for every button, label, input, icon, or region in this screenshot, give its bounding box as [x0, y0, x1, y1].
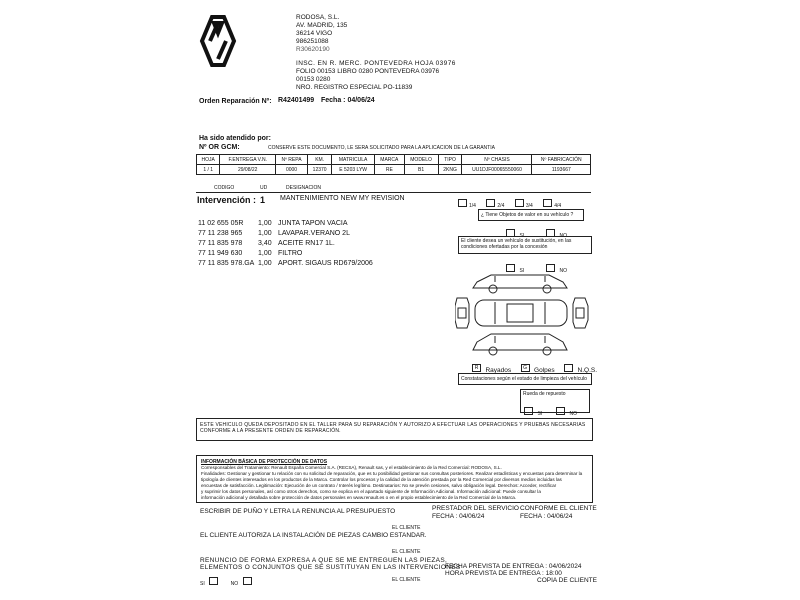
- spare-wheel-si-checkbox[interactable]: [524, 407, 533, 415]
- col-ud: UD: [260, 185, 268, 191]
- fuel-gauge: 1/4 2/4 3/4 4/4: [458, 194, 561, 212]
- client-copy-label: COPIA DE CLIENTE: [537, 577, 597, 584]
- company-phone2: R30620190: [296, 46, 330, 53]
- gcm-label: Nº OR GCM:: [199, 144, 240, 151]
- intervention-desc: MANTENIMIENTO NEW MY REVISION: [280, 195, 405, 202]
- vehicle-table: [196, 154, 591, 175]
- intervention-number: 1: [260, 195, 266, 205]
- renault-logo: [198, 15, 238, 67]
- company-registry-3: 00153 0280: [296, 76, 331, 83]
- company-registry-4: NRO. REGISTRO ESPECIAL PO-11839: [296, 84, 413, 91]
- el-cliente-2: EL CLIENTE: [392, 549, 421, 555]
- company-name: RODOSA, S.L.: [296, 14, 340, 21]
- substitute-question: El cliente desea un vehículo de sustitución, en las condiciones ofertadas por la concesión: [461, 238, 572, 250]
- dent-marker: G: [521, 364, 530, 372]
- privacy-line: tipología de clientes interesados en los productos de la Marca. Controlar los procesos y la calidad de la atención prestada por la Red Comercial por diversos medios incluidas las: [201, 477, 562, 482]
- privacy-line: información adicional y detallada sobre protección de datos personales en www.renault.es o en el propio establecimiento de la Red Comercial de la Marca.: [201, 495, 517, 500]
- client-conform-label: CONFORME EL CLIENTE: [520, 505, 597, 512]
- vehicle-table-header: [197, 155, 591, 165]
- company-registry-1: INSC. EN R. MERC. PONTEVEDRA HOJA 03976: [296, 60, 456, 67]
- cell: 0000: [275, 165, 307, 175]
- header-cell: Nº FABRICACIÓN: [532, 155, 591, 165]
- order-number: R42401499: [278, 97, 315, 104]
- el-cliente-3: EL CLIENTE: [392, 577, 421, 583]
- header-cell: MODELO: [404, 155, 438, 165]
- renounce-si-checkbox[interactable]: [209, 577, 218, 585]
- valuables-no: NO: [546, 224, 567, 242]
- spare-wheel-no-checkbox[interactable]: [556, 407, 565, 415]
- cell: 29/08/22: [220, 165, 276, 175]
- header-cell: MARCA: [375, 155, 404, 165]
- substitute-no: NO: [546, 259, 567, 277]
- delivery-date: FECHA PREVISTA DE ENTREGA : 04/06/2024: [445, 563, 582, 570]
- fuel-checkbox[interactable]: [515, 199, 524, 207]
- privacy-line: Finalidades: Gestionar y gestionar tu relación con su solicitud de reparación, que es tu posibilidad gestionar sus consultas posteriores. Realizar estadísticas y encuestas para determinar la: [201, 471, 583, 476]
- company-city: 36214 VIGO: [296, 30, 333, 37]
- el-cliente-1: EL CLIENTE: [392, 525, 421, 531]
- header-cell: MATRICULA: [332, 155, 375, 165]
- order-date: Fecha : 04/06/24: [321, 97, 375, 104]
- company-registry-2: FOLIO 00153 LIBRO 0280 PONTEVEDRA 03976: [296, 68, 440, 75]
- order-label: Orden Reparación Nº:: [199, 98, 272, 105]
- cell: 12370: [308, 165, 332, 175]
- cell: 2KNG: [438, 165, 462, 175]
- cell: 1193667: [532, 165, 591, 175]
- spare-wheel-no: NO: [556, 402, 577, 420]
- damage-legend: R Rayados G Golpes N.Q.S.: [472, 359, 597, 377]
- valuables-si: SI: [506, 224, 524, 242]
- col-code: CODIGO: [214, 185, 235, 191]
- spare-wheel-label: Rueda de repuesto: [523, 391, 566, 397]
- conserve-note: CONSERVE ESTE DOCUMENTO, LE SERA SOLICITADO PARA LA APLICACION DE LA GARANTIA: [268, 145, 495, 151]
- header-cell: HOJA: [197, 155, 220, 165]
- client-date: FECHA : 04/06/24: [520, 513, 573, 520]
- delivery-time: HORA PREVISTA DE ENTREGA : 18:00: [445, 570, 562, 577]
- vehicle-table-row: [197, 165, 591, 175]
- header-cell: Nº CHASIS: [462, 155, 532, 165]
- fuel-checkbox[interactable]: [486, 199, 495, 207]
- company-phone: 986251088: [296, 38, 329, 45]
- renounce-si-no: SI NO: [200, 572, 252, 590]
- cell: UU1DJF00065550060: [462, 165, 532, 175]
- renounce-parts-line1: RENUNCIO DE FORMA EXPRESA A QUE SE ME ENTREGUEN LAS PIEZAS,: [200, 557, 448, 564]
- cell: 1 / 1: [197, 165, 220, 175]
- cell: B1: [404, 165, 438, 175]
- cleaning-label: Constataciones según el estado de limpieza del vehículo: [461, 376, 587, 382]
- header-cell: Nº REPA: [275, 155, 307, 165]
- privacy-line: Corresponsables del Tratamiento: Renault España Comercial S.A. (RECSA), Renault sas, y el establecimiento de la Red Comercial: RODOSA, S.L.: [201, 465, 502, 470]
- car-damage-diagram: [455, 270, 590, 360]
- privacy-line: encuestas de satisfacción. Legitimación: Ejecución de un contrato / Interés legítimo. Destinatarios: No se prevén cesiones, salvo obligación legal. Derechos: Acceder, rectificar: [201, 483, 557, 488]
- privacy-title: INFORMACIÓN BÁSICA DE PROTECCIÓN DE DATOS: [201, 459, 328, 465]
- company-address: AV. MADRID, 135: [296, 22, 348, 29]
- valuables-question: ¿ Tiene Objetos de valor en su vehículo ?: [481, 212, 574, 218]
- fuel-checkbox[interactable]: [543, 199, 552, 207]
- cell: RE: [375, 165, 404, 175]
- provider-label: PRESTADOR DEL SERVICIO: [432, 505, 519, 512]
- intervention-label: Intervención :: [197, 195, 257, 205]
- nqs-marker: [564, 364, 573, 372]
- header-cell: KM.: [308, 155, 332, 165]
- col-designation: DESIGNACION: [286, 185, 322, 191]
- privacy-line: y suprimir los datos personales, así como otros derechos, como se explica en el apartado siguiente de Información Adicional. Información adicional: Puede consultar la: [201, 489, 541, 494]
- cell: E 5203 LYW: [332, 165, 375, 175]
- renounce-no-checkbox[interactable]: [243, 577, 252, 585]
- renounce-parts-line2: ELEMENTOS O CONJUNTOS QUE SE SUSTITUYAN EN LAS INTERVENCIONES: [200, 564, 461, 571]
- scratch-marker: R: [472, 364, 481, 372]
- substitute-si: SI: [506, 259, 524, 277]
- renounce-budget-label: ESCRIBIR DE PUÑO Y LETRA LA RENUNCIA AL PRESUPUESTO: [200, 508, 396, 515]
- authorize-standard-parts: EL CLIENTE AUTORIZA LA INSTALACIÓN DE PIEZAS CAMBIO ESTANDAR.: [200, 532, 427, 539]
- header-cell: TIPO: [438, 155, 462, 165]
- fuel-checkbox[interactable]: [458, 199, 467, 207]
- provider-date: FECHA : 04/06/24: [432, 513, 485, 520]
- deposit-text: ESTE VEHICULO QUEDA DEPOSITADO EN EL TALLER PARA SU REPARACIÓN Y AUTORIZO A EFECTUAR LAS OPERACIONES Y PRUEBAS NECESARIAS CONFORME A LA PRESENTE ORDEN DE REPARACIÓN.: [200, 422, 586, 434]
- attended-label: Ha sido atendido por:: [199, 135, 271, 142]
- spare-wheel-si: SI: [524, 402, 542, 420]
- header-cell: F.ENTREGA V.N.: [220, 155, 276, 165]
